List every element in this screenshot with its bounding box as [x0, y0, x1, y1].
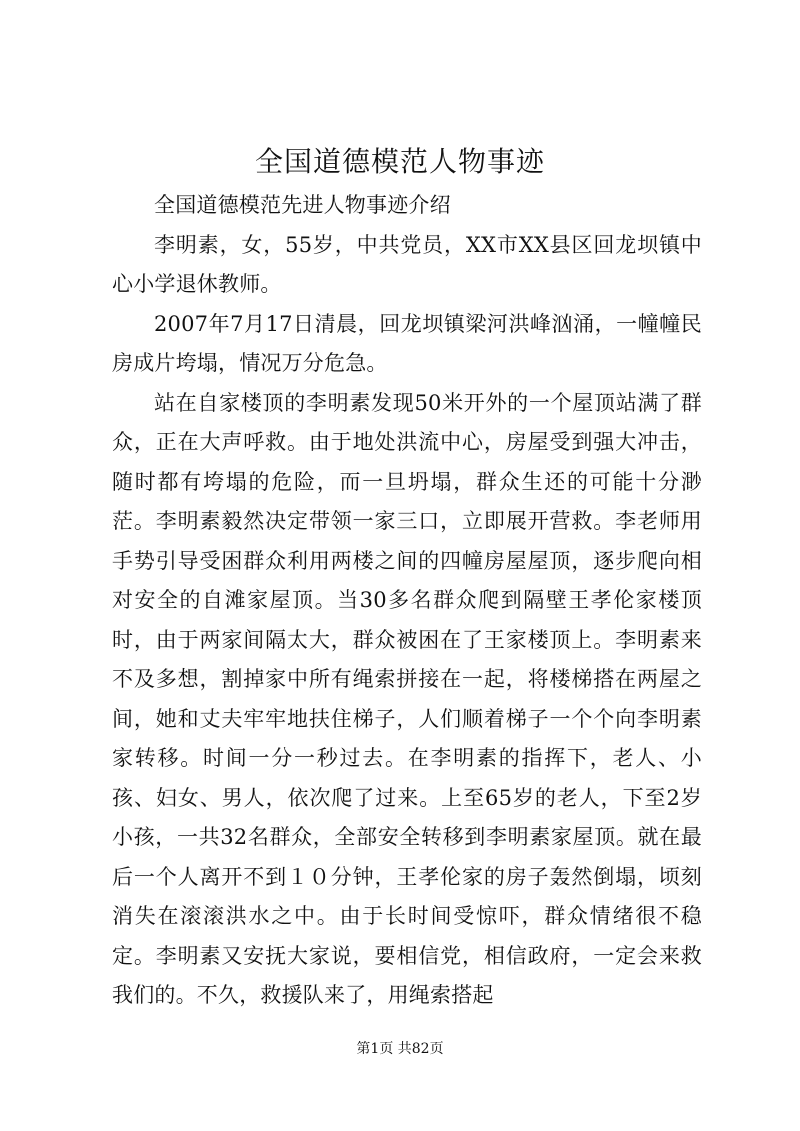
- paragraph-flood: 2007年7月17日清晨，回龙坝镇梁河洪峰汹涌，一幢幢民房成片垮塌，情况万分危急。: [112, 311, 702, 375]
- paragraph-subtitle: 全国道德模范先进人物事迹介绍: [154, 193, 451, 217]
- document-title: 全国道德模范人物事迹: [254, 145, 545, 178]
- document-body: [112, 186, 702, 1016]
- paragraph-rescue: 站在自家楼顶的李明素发现50米开外的一个屋顶站满了群众，正在大声呼救。由于地处洪流中心，房屋受到强大冲击，随时都有垮塌的危险，而一旦坍塌，群众生还的可能十分渺茫。李明素毅然决定带领一家三口，立即展开营救。李老师用手势引导受困群众利用两楼之间的四幢房屋屋顶，逐步爬向相对安全的自滩家屋顶。当30多名群众爬到隔壁王孝伦家楼顶时，由于两家间隔太大，群众被困在了王家楼顶上。李明素来不及多想，割掉家中所有绳索拼接在一起，将楼梯搭在两屋之间，她和丈夫牢牢地扶住梯子，人们顺着梯子一个个向李明素家转移。时间一分一秒过去。在李明素的指挥下，老人、小孩、妇女、男人，依次爬了过来。上至65岁的老人，下至2岁小孩，一共32名群众，全部安全转移到李明素家屋顶。就在最后一个人离开不到１０分钟，王孝伦家的房子轰然倒塌，顷刻消失在滚滚洪水之中。由于长时间受惊吓，群众情绪很不稳定。李明素又安抚大家说，要相信党，相信政府，一定会来救我们的。不久，救援队来了，用绳索搭起: [112, 390, 702, 1007]
- page-footer: 第1页 共82页: [356, 1041, 444, 1057]
- paragraph-bio: 李明素，女，55岁，中共党员，XX市XX县区回龙坝镇中心小学退休教师。: [112, 232, 702, 296]
